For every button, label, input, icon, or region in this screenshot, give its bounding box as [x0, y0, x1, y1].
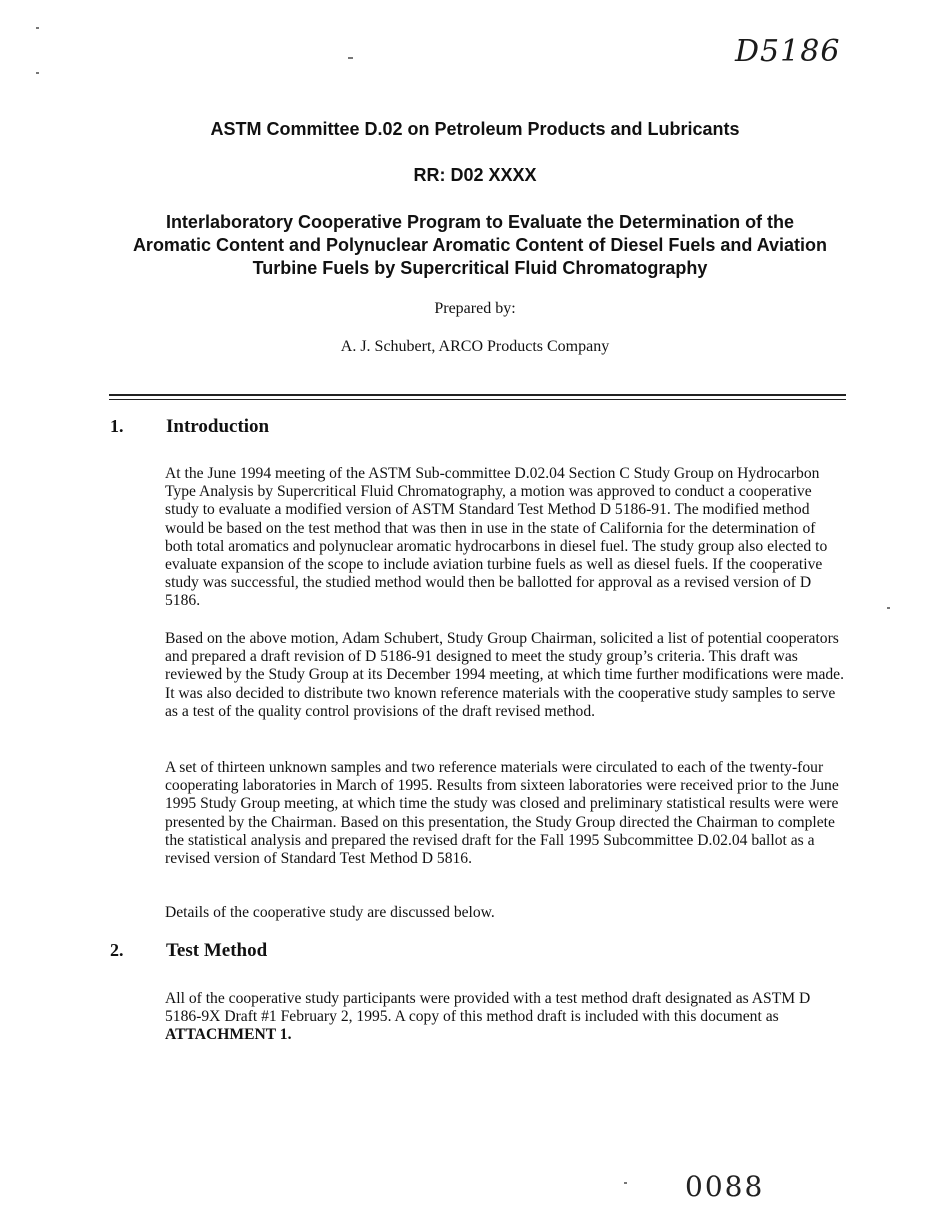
section-1-heading: Introduction	[166, 416, 270, 437]
document-title	[100, 211, 860, 280]
attachment-reference: ATTACHMENT 1.	[165, 1026, 292, 1044]
section-2-number: 2.	[110, 940, 124, 960]
handwritten-document-id: D5186	[735, 34, 841, 69]
title-line: Turbine Fuels by Supercritical Fluid Chromatography	[252, 258, 708, 278]
committee-heading: ASTM Committee D.02 on Petroleum Products and Lubricants	[210, 119, 740, 139]
test-method-text: All of the cooperative study participants were provided with a test method draft designated as ASTM D 5186-9X Draft #1 February 2, 1995. A copy of this method draft is included with this document as	[165, 990, 811, 1026]
scan-speck	[887, 607, 890, 609]
author-line: A. J. Schubert, ARCO Products Company	[340, 338, 610, 355]
scan-speck	[348, 57, 353, 59]
scan-speck	[36, 72, 39, 74]
page-number: 0088	[685, 1170, 765, 1203]
section-1-number: 1.	[110, 416, 124, 436]
scan-speck	[624, 1182, 627, 1184]
title-line: Interlaboratory Cooperative Program to Evaluate the Determination of the	[165, 212, 795, 232]
title-line: Aromatic Content and Polynuclear Aromatic Content of Diesel Fuels and Aviation	[132, 235, 828, 255]
report-number: RR: D02 XXXX	[413, 165, 537, 185]
header-divider-thin	[109, 399, 846, 400]
test-method-paragraph	[165, 990, 847, 1045]
prepared-by-label: Prepared by:	[434, 300, 516, 317]
intro-paragraph-3: A set of thirteen unknown samples and two reference materials were circulated to each of the twenty-four cooperating laboratories in March of 1995. Results from sixteen laboratories were received prior to the June 1995 Study Group meeting, at which time the study was closed and preliminary statistical results were were presented by the Chairman. Based on this presentation, the Study Group directed the Chairman to complete the statistical analysis and prepared the revised draft for the Fall 1995 Subcommittee D.02.04 ballot as a revised version of Standard Test Method D 5816.	[165, 759, 839, 868]
scan-speck	[36, 27, 39, 29]
header-divider-thick	[109, 394, 846, 396]
section-2-heading: Test Method	[166, 940, 268, 961]
intro-paragraph-4: Details of the cooperative study are discussed below.	[165, 904, 495, 921]
intro-paragraph-2: Based on the above motion, Adam Schubert, Study Group Chairman, solicited a list of potential cooperators and prepared a draft revision of D 5186-91 designed to meet the study group’s criteria. This draft was reviewed by the Study Group at its December 1994 meeting, at which time further modifications were made. It was also decided to distribute two known reference materials with the cooperative study samples to serve as a test of the quality control provisions of the draft revised method.	[165, 630, 844, 720]
intro-paragraph-1: At the June 1994 meeting of the ASTM Sub-committee D.02.04 Section C Study Group on Hydrocarbon Type Analysis by Supercritical Fluid Chromatography, a motion was approved to conduct a cooperative study to evaluate a modified version of ASTM Standard Test Method D 5186-91. The modified method would be based on the test method that was then in use in the state of California for the determination of both total aromatics and polynuclear aromatic hydrocarbons in diesel fuel. The study group also elected to evaluate expansion of the scope to include aviation turbine fuels as well as diesel fuels. If the cooperative study was successful, the studied method would then be ballotted for approval as a revised version of D 5186.	[165, 465, 828, 610]
